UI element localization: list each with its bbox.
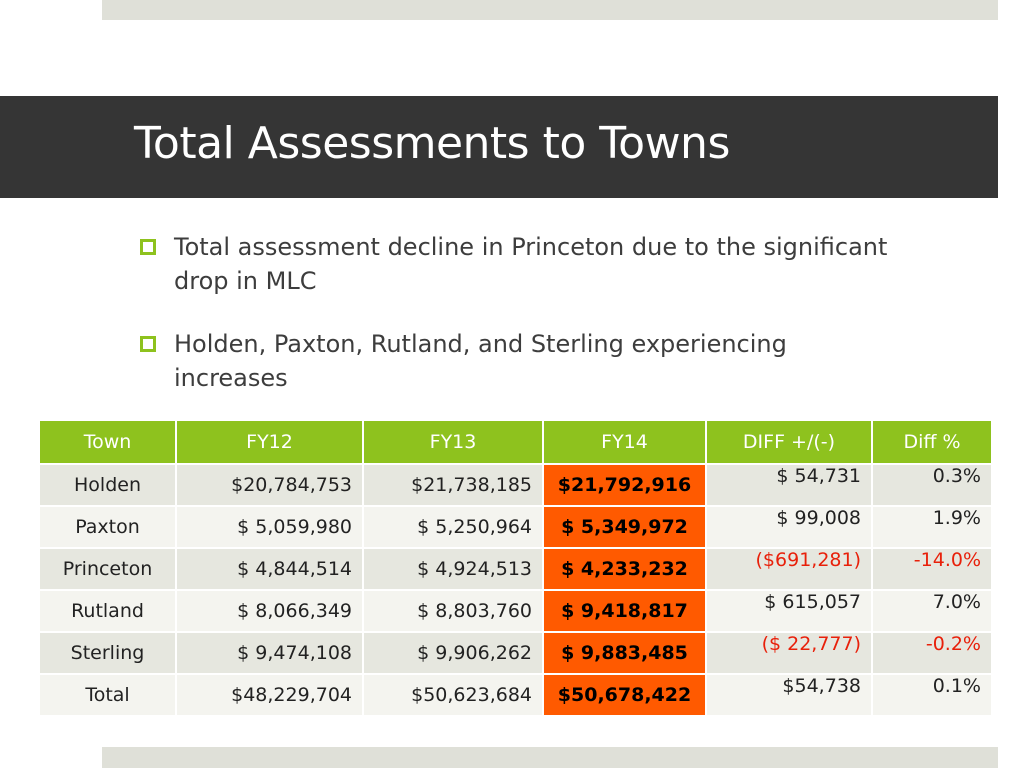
- column-header-diff-percent: Diff %: [872, 421, 992, 464]
- assessments-table: [40, 421, 993, 717]
- fy12-cell: $ 8,066,349: [176, 590, 363, 632]
- bullet-item: [140, 327, 900, 395]
- column-header-fy12: FY12: [176, 421, 363, 464]
- bottom-accent-band: [102, 747, 998, 768]
- square-bullet-icon: [140, 239, 156, 255]
- town-cell: Rutland: [40, 590, 176, 632]
- diff-percent-cell: 0.1%: [872, 674, 992, 716]
- table-row: [40, 506, 992, 548]
- bullet-text: Total assessment decline in Princeton due to the significant drop in MLC: [174, 233, 888, 295]
- table-row-total: [40, 674, 992, 716]
- fy14-cell: $ 5,349,972: [543, 506, 706, 548]
- table-row: [40, 464, 992, 506]
- top-accent-band: [102, 0, 998, 20]
- diff-cell: $ 54,731: [706, 464, 872, 506]
- diff-percent-cell: 0.3%: [872, 464, 992, 506]
- fy12-cell: $20,784,753: [176, 464, 363, 506]
- fy13-cell: $ 9,906,262: [363, 632, 543, 674]
- diff-cell: $ 99,008: [706, 506, 872, 548]
- fy12-cell: $ 9,474,108: [176, 632, 363, 674]
- column-header-fy13: FY13: [363, 421, 543, 464]
- fy13-cell: $21,738,185: [363, 464, 543, 506]
- town-cell: Princeton: [40, 548, 176, 590]
- fy13-cell: $ 8,803,760: [363, 590, 543, 632]
- bullet-list: [140, 230, 900, 424]
- column-header-fy14: FY14: [543, 421, 706, 464]
- fy14-cell: $21,792,916: [543, 464, 706, 506]
- fy14-cell: $ 9,418,817: [543, 590, 706, 632]
- diff-percent-cell: 7.0%: [872, 590, 992, 632]
- diff-percent-cell: -0.2%: [872, 632, 992, 674]
- town-cell: Sterling: [40, 632, 176, 674]
- diff-cell: ($691,281): [706, 548, 872, 590]
- bullet-item: [140, 230, 900, 298]
- diff-cell: $54,738: [706, 674, 872, 716]
- fy13-cell: $ 4,924,513: [363, 548, 543, 590]
- fy13-cell: $ 5,250,964: [363, 506, 543, 548]
- column-header-diff: DIFF +/(-): [706, 421, 872, 464]
- table-row: [40, 632, 992, 674]
- table-row: [40, 548, 992, 590]
- diff-cell: ($ 22,777): [706, 632, 872, 674]
- diff-percent-cell: 1.9%: [872, 506, 992, 548]
- diff-percent-cell: -14.0%: [872, 548, 992, 590]
- diff-cell: $ 615,057: [706, 590, 872, 632]
- table-header-row: [40, 421, 992, 464]
- town-cell: Paxton: [40, 506, 176, 548]
- table-row: [40, 590, 992, 632]
- slide-title: Total Assessments to Towns: [134, 118, 730, 169]
- fy12-cell: $ 4,844,514: [176, 548, 363, 590]
- bullet-text: Holden, Paxton, Rutland, and Sterling experiencing increases: [174, 330, 787, 392]
- fy12-cell: $48,229,704: [176, 674, 363, 716]
- fy14-cell: $ 4,233,232: [543, 548, 706, 590]
- fy13-cell: $50,623,684: [363, 674, 543, 716]
- column-header-town: Town: [40, 421, 176, 464]
- town-cell: Total: [40, 674, 176, 716]
- fy12-cell: $ 5,059,980: [176, 506, 363, 548]
- fy14-cell: $50,678,422: [543, 674, 706, 716]
- fy14-cell: $ 9,883,485: [543, 632, 706, 674]
- square-bullet-icon: [140, 336, 156, 352]
- town-cell: Holden: [40, 464, 176, 506]
